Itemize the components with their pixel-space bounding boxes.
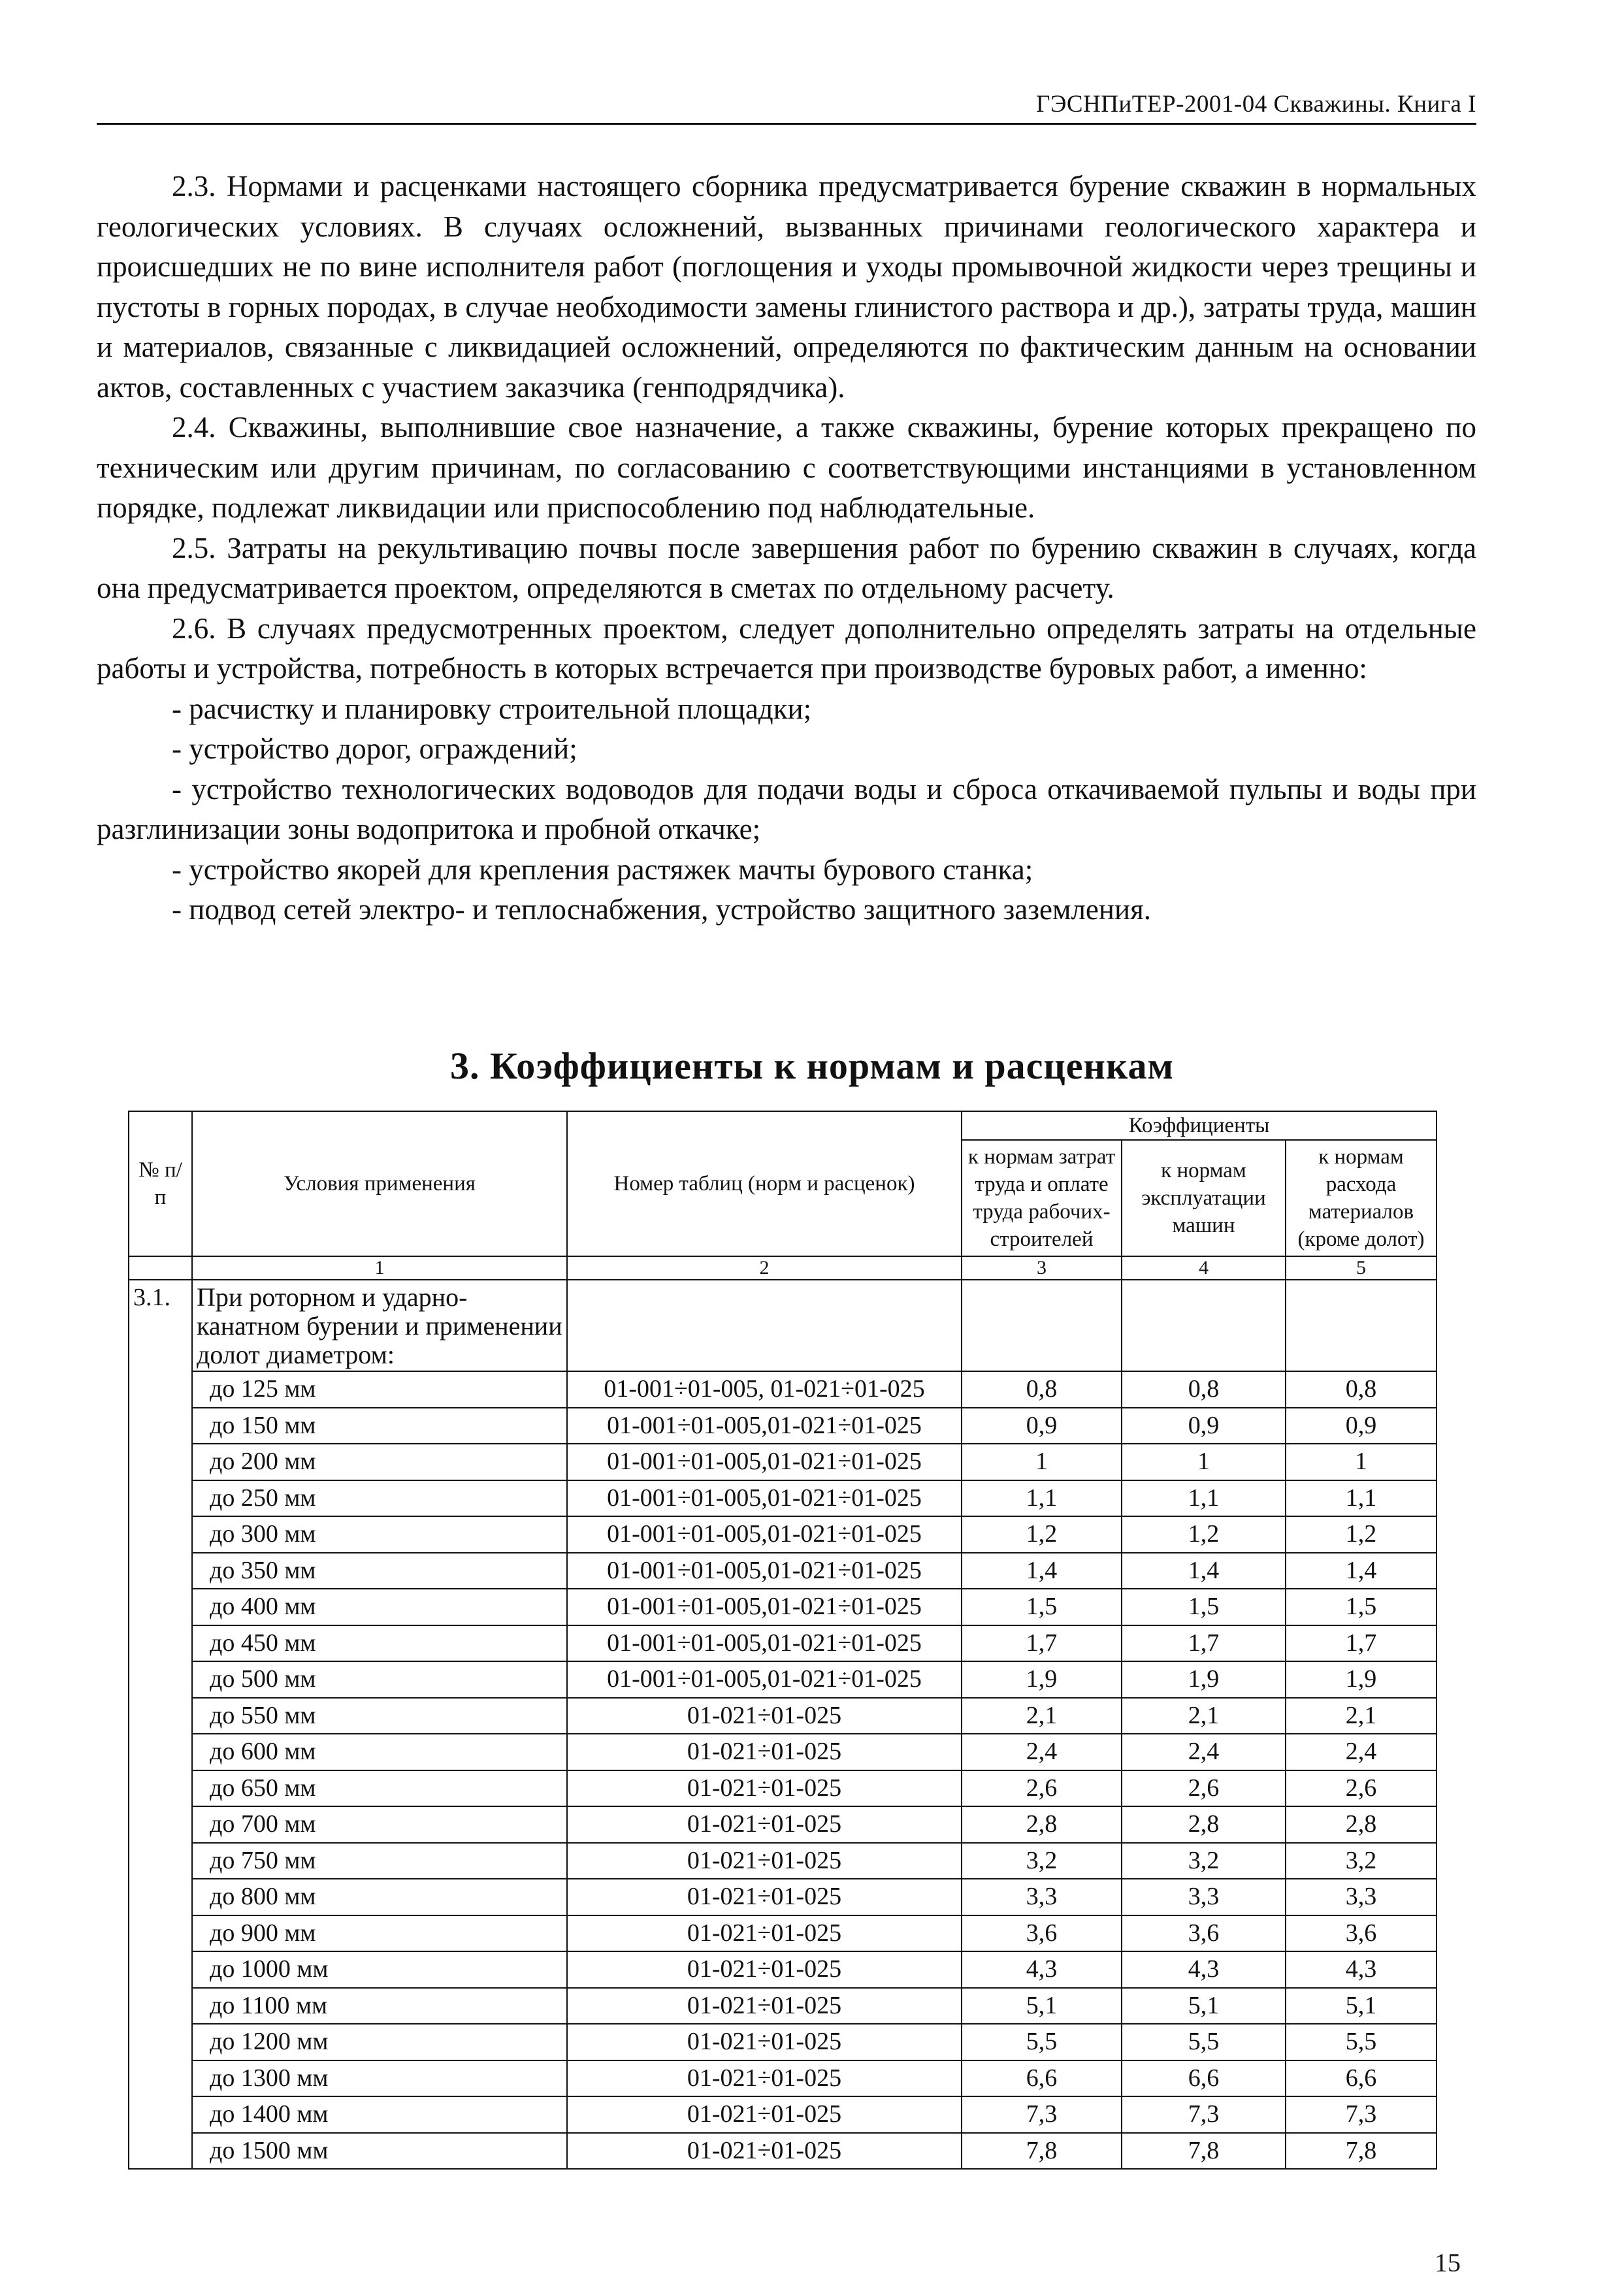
condition-cell: до 750 мм [192,1843,567,1879]
coef-machines-cell: 2,6 [1122,1770,1286,1807]
table-cell [1122,1280,1286,1371]
coef-labor-cell: 5,5 [962,2024,1122,2060]
coef-materials-cell: 0,8 [1286,1371,1437,1408]
col-number: 3 [962,1256,1122,1280]
coef-materials-cell: 1,5 [1286,1589,1437,1625]
condition-cell: до 125 мм [192,1371,567,1408]
coef-materials-cell: 4,3 [1286,1951,1437,1988]
condition-cell: до 300 мм [192,1516,567,1553]
table-row [129,1625,1437,1662]
coef-materials-cell: 1,2 [1286,1516,1437,1553]
col-number: 2 [567,1256,962,1280]
coef-labor-cell: 7,8 [962,2133,1122,2170]
coef-machines-cell: 2,4 [1122,1734,1286,1770]
coef-materials-cell: 7,3 [1286,2096,1437,2133]
condition-cell: до 600 мм [192,1734,567,1770]
list-item: - устройство дорог, ограждений; [172,732,577,765]
table-cell [567,1280,962,1371]
coef-machines-cell: 1,1 [1122,1480,1286,1517]
col-number [129,1256,192,1280]
coef-machines-cell: 3,3 [1122,1879,1286,1915]
table-header-row [129,1111,1437,1140]
coef-machines-cell: 7,8 [1122,2133,1286,2170]
coef-labor-cell: 2,6 [962,1770,1122,1807]
condition-cell: до 1100 мм [192,1988,567,2025]
col-number: 1 [192,1256,567,1280]
coef-machines-cell: 2,8 [1122,1806,1286,1843]
header-coef-machines: к нормам эксплуатации машин [1122,1140,1286,1256]
condition-cell: до 550 мм [192,1698,567,1734]
condition-cell: до 350 мм [192,1553,567,1589]
paragraph-2-4: 2.4. Скважины, выполнившие свое назначение, а также скважины, бурение которых прекращено по техническим или другим причинам, по согласованию с соответствующими инстанциями в установленном порядке, подлежат ликвидации или приспособлению под наблюдательные. [97,411,1476,524]
condition-cell: до 1500 мм [192,2133,567,2170]
coef-labor-cell: 1,2 [962,1516,1122,1553]
coef-machines-cell: 5,5 [1122,2024,1286,2060]
coef-labor-cell: 2,4 [962,1734,1122,1770]
table-row [129,2133,1437,2170]
table-row [129,1516,1437,1553]
table-numbers-cell: 01-021÷01-025 [567,1988,962,2025]
table-numbers-cell: 01-021÷01-025 [567,2024,962,2060]
coef-machines-cell: 3,6 [1122,1915,1286,1952]
coef-machines-cell: 1,4 [1122,1553,1286,1589]
table-numbers-cell: 01-001÷01-005,01-021÷01-025 [567,1553,962,1589]
coef-materials-cell: 0,9 [1286,1408,1437,1444]
coef-labor-cell: 1,9 [962,1661,1122,1698]
table-row [129,1589,1437,1625]
table-row [129,2096,1437,2133]
coef-materials-cell: 2,4 [1286,1734,1437,1770]
coef-machines-cell: 1,2 [1122,1516,1286,1553]
table-numbers-cell: 01-021÷01-025 [567,1698,962,1734]
coef-labor-cell: 3,3 [962,1879,1122,1915]
coef-materials-cell: 6,6 [1286,2060,1437,2097]
table-numbers-cell: 01-001÷01-005,01-021÷01-025 [567,1516,962,1553]
table-numbers-cell: 01-021÷01-025 [567,1770,962,1807]
table-row [129,1806,1437,1843]
header-npp: № п/п [129,1111,192,1256]
table-numbers-cell: 01-021÷01-025 [567,1951,962,1988]
condition-cell: до 800 мм [192,1879,567,1915]
table-numbers-cell: 01-001÷01-005,01-021÷01-025 [567,1480,962,1517]
table-row [129,1444,1437,1480]
condition-cell: до 900 мм [192,1915,567,1952]
paragraph-2-6: 2.6. В случаях предусмотренных проектом, следует дополнительно определять затраты на отдельные работы и устройства, потребность в которых встречается при производстве буровых работ, а именно: [97,611,1476,685]
table-row [129,1879,1437,1915]
condition-cell: до 500 мм [192,1661,567,1698]
coef-materials-cell: 5,5 [1286,2024,1437,2060]
list-item: - подвод сетей электро- и теплоснабжения, устройство защитного заземления. [172,893,1152,926]
condition-cell: до 1400 мм [192,2096,567,2133]
table-numbers-cell: 01-021÷01-025 [567,1734,962,1770]
header-conditions: Условия применения [192,1111,567,1256]
header-tables: Номер таблиц (норм и расценок) [567,1111,962,1256]
coef-machines-cell: 1,9 [1122,1661,1286,1698]
coef-materials-cell: 1,7 [1286,1625,1437,1662]
table-row [129,1480,1437,1517]
table-numbers-cell: 01-001÷01-005,01-021÷01-025 [567,1661,962,1698]
coef-labor-cell: 3,2 [962,1843,1122,1879]
table-row [129,1371,1437,1408]
coef-labor-cell: 1,4 [962,1553,1122,1589]
table-row [129,1988,1437,2025]
coef-machines-cell: 6,6 [1122,2060,1286,2097]
coef-materials-cell: 3,3 [1286,1879,1437,1915]
list-item: - расчистку и планировку строительной площадки; [172,692,812,725]
paragraph-2-5: 2.5. Затраты на рекультивацию почвы после завершения работ по бурению скважин в случаях, когда она предусматривается проектом, определяются в сметах по отдельному расчету. [97,531,1476,604]
page-number: 15 [1435,2248,1461,2277]
coef-labor-cell: 1,1 [962,1480,1122,1517]
coef-labor-cell: 0,9 [962,1408,1122,1444]
coef-labor-cell: 2,8 [962,1806,1122,1843]
condition-cell: до 450 мм [192,1625,567,1662]
coef-machines-cell: 2,1 [1122,1698,1286,1734]
table-numbers-cell: 01-001÷01-005,01-021÷01-025 [567,1625,962,1662]
condition-cell: до 400 мм [192,1589,567,1625]
item-number: 3.1. [129,1280,192,2169]
body-text [97,167,1476,930]
table-numbers-cell: 01-001÷01-005,01-021÷01-025 [567,1589,962,1625]
table-row [129,1661,1437,1698]
table-numbers-cell: 01-021÷01-025 [567,1879,962,1915]
coef-materials-cell: 5,1 [1286,1988,1437,2025]
table-cell [1286,1280,1437,1371]
header-coef-materials: к нормам расхода материалов (кроме долот) [1286,1140,1437,1256]
coef-machines-cell: 0,8 [1122,1371,1286,1408]
coef-materials-cell: 2,6 [1286,1770,1437,1807]
table-row [129,2060,1437,2097]
coef-materials-cell: 3,2 [1286,1843,1437,1879]
coef-labor-cell: 4,3 [962,1951,1122,1988]
table-numbers-cell: 01-021÷01-025 [567,2133,962,2170]
condition-cell: до 1300 мм [192,2060,567,2097]
condition-cell: до 1000 мм [192,1951,567,1988]
table-row [129,1770,1437,1807]
condition-cell: до 1200 мм [192,2024,567,2060]
header-coefficients: Коэффициенты [962,1111,1437,1140]
coef-labor-cell: 3,6 [962,1915,1122,1952]
coef-machines-cell: 1 [1122,1444,1286,1480]
paragraph-2-3: 2.3. Нормами и расценками настоящего сборника предусматривается бурение скважин в нормальных геологических условиях. В случаях осложнений, вызванных причинами геологического характера и происшедших не по вине исполнителя работ (поглощения и уходы промывочной жидкости через трещины и пустоты в горных породах, в случае необходимости замены глинистого раствора и др.), затраты труда, машин и материалов, связанные с ликвидацией осложнений, определяются по фактическим данным на основании актов, составленных с участием заказчика (генподрядчика). [97,170,1476,404]
running-header: ГЭСНПиТЕР-2001-04 Скважины. Книга I [1036,91,1476,118]
coef-machines-cell: 5,1 [1122,1988,1286,2025]
header-coef-labor: к нормам затрат труда и оплате труда рабочих-строителей [962,1140,1122,1256]
table-cell [962,1280,1122,1371]
list-item: - устройство якорей для крепления растяжек мачты бурового станка; [172,853,1033,886]
coef-materials-cell: 2,1 [1286,1698,1437,1734]
table-row [129,2024,1437,2060]
table-numbers-cell: 01-021÷01-025 [567,1843,962,1879]
section-title: 3. Коэффициенты к нормам и расценкам [450,1045,1174,1087]
table-row [129,1553,1437,1589]
header-rule [97,123,1476,125]
coef-machines-cell: 1,5 [1122,1589,1286,1625]
item-lead-row [129,1280,1437,1371]
list-item: - устройство технологических водоводов для подачи воды и сброса откачиваемой пульпы и воды при разглинизации зоны водопритока и пробной откачке; [97,772,1476,845]
coef-labor-cell: 1,7 [962,1625,1122,1662]
column-number-row [129,1256,1437,1280]
table-numbers-cell: 01-021÷01-025 [567,2060,962,2097]
table-row [129,1734,1437,1770]
coef-materials-cell: 7,8 [1286,2133,1437,2170]
table-numbers-cell: 01-001÷01-005,01-021÷01-025 [567,1444,962,1480]
coef-machines-cell: 7,3 [1122,2096,1286,2133]
coef-labor-cell: 0,8 [962,1371,1122,1408]
table-row [129,1843,1437,1879]
coef-labor-cell: 1 [962,1444,1122,1480]
coef-materials-cell: 1,9 [1286,1661,1437,1698]
coef-labor-cell: 7,3 [962,2096,1122,2133]
coef-labor-cell: 6,6 [962,2060,1122,2097]
table-row [129,1951,1437,1988]
table-numbers-cell: 01-001÷01-005, 01-021÷01-025 [567,1371,962,1408]
coef-materials-cell: 1,4 [1286,1553,1437,1589]
coef-materials-cell: 1,1 [1286,1480,1437,1517]
col-number: 5 [1286,1256,1437,1280]
table-row [129,1408,1437,1444]
coef-labor-cell: 5,1 [962,1988,1122,2025]
table-row [129,1698,1437,1734]
coef-machines-cell: 3,2 [1122,1843,1286,1879]
coef-machines-cell: 0,9 [1122,1408,1286,1444]
condition-cell: до 650 мм [192,1770,567,1807]
table-numbers-cell: 01-021÷01-025 [567,1806,962,1843]
item-lead: При роторном и ударно-канатном бурении и применении долот диаметром: [192,1280,567,1371]
table-numbers-cell: 01-021÷01-025 [567,2096,962,2133]
condition-cell: до 700 мм [192,1806,567,1843]
condition-cell: до 250 мм [192,1480,567,1517]
condition-cell: до 200 мм [192,1444,567,1480]
col-number: 4 [1122,1256,1286,1280]
coefficients-table [128,1111,1437,2170]
table-numbers-cell: 01-021÷01-025 [567,1915,962,1952]
coefficients-table-wrapper [128,1111,1436,2170]
table-row [129,1915,1437,1952]
table-numbers-cell: 01-001÷01-005,01-021÷01-025 [567,1408,962,1444]
coef-labor-cell: 2,1 [962,1698,1122,1734]
coef-materials-cell: 3,6 [1286,1915,1437,1952]
coef-machines-cell: 1,7 [1122,1625,1286,1662]
coef-materials-cell: 1 [1286,1444,1437,1480]
coef-materials-cell: 2,8 [1286,1806,1437,1843]
condition-cell: до 150 мм [192,1408,567,1444]
coef-machines-cell: 4,3 [1122,1951,1286,1988]
coef-labor-cell: 1,5 [962,1589,1122,1625]
